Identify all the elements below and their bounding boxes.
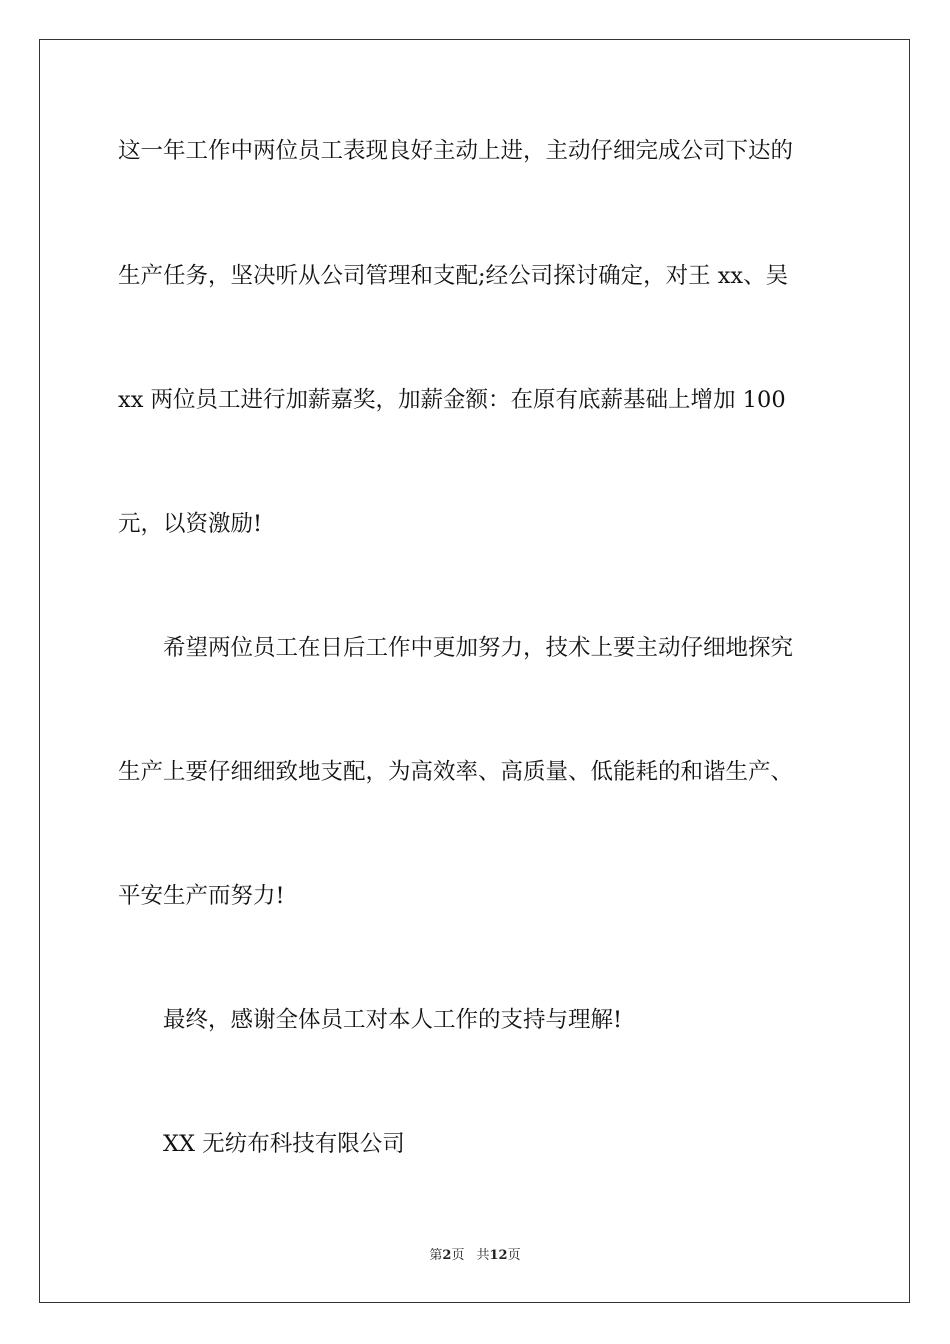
closing-thanks: 最终，感谢全体员工对本人工作的支持与理解! bbox=[163, 1007, 623, 1033]
page-border bbox=[39, 39, 910, 1303]
page-footer bbox=[0, 1247, 950, 1265]
body-line-3: xx 两位员工进行加薪嘉奖，加薪金额：在原有底薪基础上增加 100 bbox=[118, 387, 786, 413]
total-prefix: 共 bbox=[476, 1248, 490, 1263]
page-current: 2 bbox=[442, 1248, 452, 1263]
body-line-1: 这一年工作中两位员工表现良好主动上进，主动仔细完成公司下达的 bbox=[118, 138, 794, 164]
body-line-4: 元，以资激励! bbox=[118, 511, 263, 537]
body-line-7: 平安生产而努力! bbox=[118, 883, 285, 909]
body-line-5: 希望两位员工在日后工作中更加努力，技术上要主动仔细地探究 bbox=[163, 635, 794, 661]
page-suffix: 页 bbox=[451, 1248, 465, 1263]
company-signature: XX 无纺布科技有限公司 bbox=[163, 1131, 405, 1157]
body-line-6: 生产上要仔细细致地支配，为高效率、高质量、低能耗的和谐生产、 bbox=[118, 759, 794, 785]
body-line-2: 生产任务，坚决听从公司管理和支配;经公司探讨确定，对王 xx、吴 bbox=[118, 263, 789, 289]
page-total: 12 bbox=[489, 1248, 508, 1263]
page-prefix: 第 bbox=[429, 1248, 443, 1263]
total-suffix: 页 bbox=[507, 1248, 521, 1263]
